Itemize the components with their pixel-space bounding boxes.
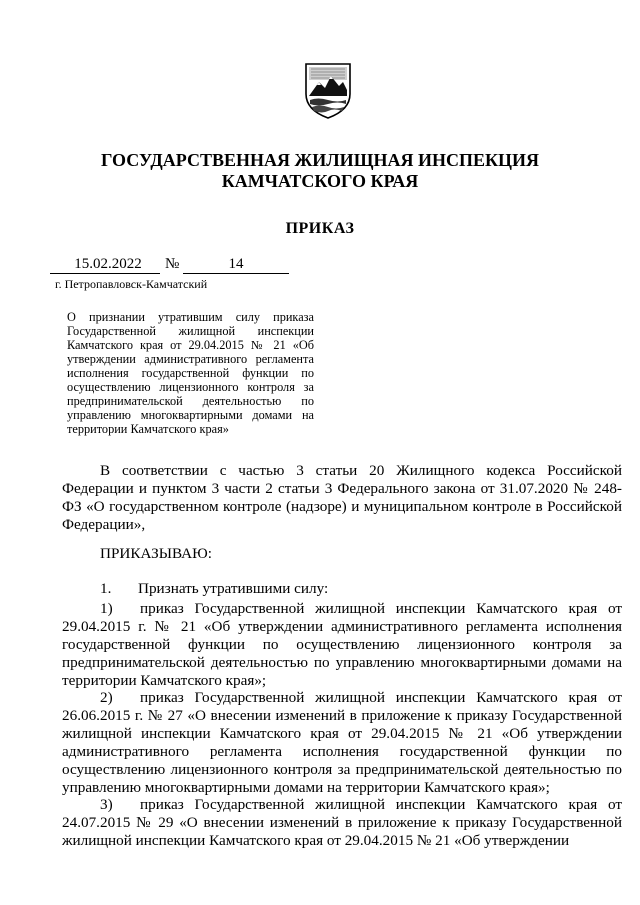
- number-underline: [183, 273, 289, 274]
- list-item-number: 2): [100, 689, 113, 706]
- list-item-text: приказ Государственной жилищной инспекции Камчатского края от 24.07.2015 № 29 «О внесении изменений в приложение к приказу Государственной жилищной инспекции Камчатского края от 29.04.2015 № 21 «Об утверждении: [62, 796, 622, 849]
- city-name: г. Петропавловск-Камчатский: [55, 277, 208, 291]
- document-number: 14: [228, 256, 244, 272]
- list-item: [62, 689, 622, 797]
- number-sign: №: [165, 256, 180, 272]
- document-date: 15.02.2022: [74, 256, 142, 272]
- date-underline: [50, 273, 160, 274]
- list-item: [62, 600, 622, 690]
- point-1-number: 1.: [100, 580, 112, 597]
- document-subject: О признании утратившим силу приказа Государственной жилищной инспекции Камчатского края от 29.04.2015 № 21 «Об утверждении административного регламента исполнения государственной функции по осуществлению лицензионного контроля за предпринимательской деятельностью по управлению многоквартирными домами на территории Камчатского края»: [67, 310, 314, 436]
- organization-name-line2: КАМЧАТСКОГО КРАЯ: [221, 171, 419, 191]
- point-1-text: Признать утратившими силу:: [138, 580, 329, 597]
- list-item: [62, 796, 622, 850]
- organization-name-line1: ГОСУДАРСТВЕННАЯ ЖИЛИЩНАЯ ИНСПЕКЦИЯ: [100, 150, 540, 170]
- intro-paragraph: В соответствии с частью 3 статьи 20 Жилищного кодекса Российской Федерации и пунктом 3 части 2 статьи 3 Федерального закона от 31.07.2020 № 248-ФЗ «О государственном контроле (надзоре) и муниципальном контроле в Российской Федерации»,: [62, 462, 622, 533]
- point-1: [100, 580, 328, 598]
- document-type-title: ПРИКАЗ: [285, 220, 355, 237]
- list-item-text: приказ Государственной жилищной инспекции Камчатского края от 29.04.2015 г. № 21 «Об утверждении административного регламента исполнения государственной функции по осуществлению лицензионного контроля за предпринимательской деятельностью по управлению многоквартирными домами на территории Камчатского края»;: [62, 600, 622, 689]
- coat-of-arms-icon: [303, 60, 353, 120]
- list-item-text: приказ Государственной жилищной инспекции Камчатского края от 26.06.2015 г. № 27 «О внесении изменений в приложение к приказу Государственной жилищной инспекции Камчатского края от 29.04.2015 № 21 «Об утверждении административного регламента исполнения государственной функции по осуществлению лицензионного контроля за предпринимательской деятельностью по управлению многоквартирными домами на территории Камчатского края»;: [62, 689, 622, 796]
- order-word: ПРИКАЗЫВАЮ:: [100, 545, 212, 562]
- list-item-number: 1): [100, 600, 113, 617]
- list-item-number: 3): [100, 796, 113, 813]
